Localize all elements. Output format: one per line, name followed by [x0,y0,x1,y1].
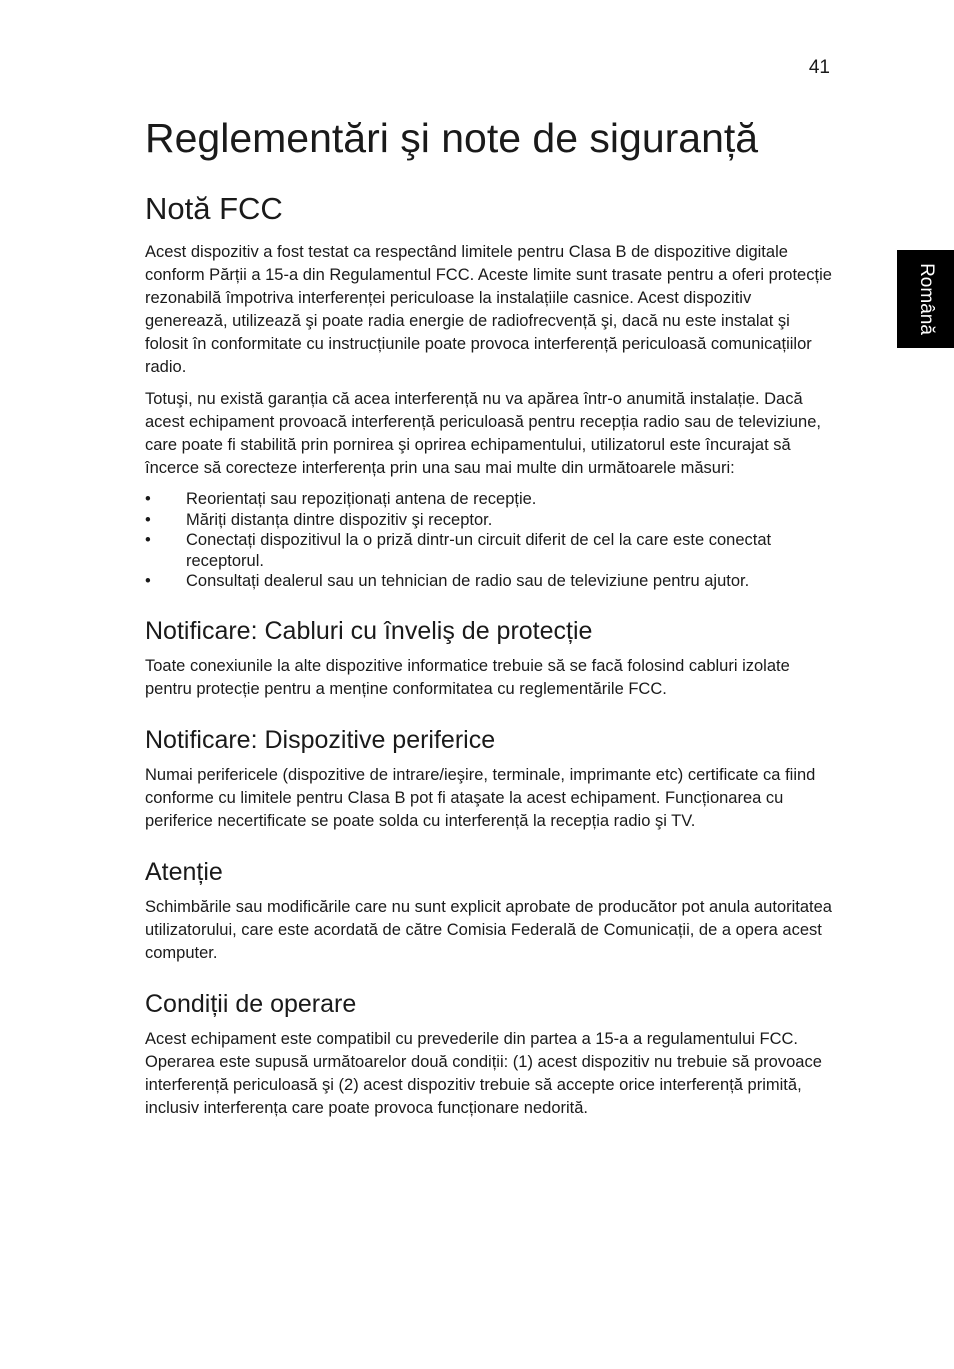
fcc-measures-list [145,489,835,592]
fcc-paragraph-1: Acest dispozitiv a fost testat ca respectând limitele pentru Clasa B de dispozitive digitale conform Părții a 15-a din Regulamentul FCC. Aceste limite sunt trasate pentru a oferi protecție rezonabilă împotriva interferenței periculoase la instalațiile casnice. Acest dispozitiv generează, utilizează şi poate radia energie de radiofrecvență şi, dacă nu este instalat şi folosit în conformitate cu instrucțiunile poate provoca interferență periculoasă comunicațiilor radio. [145,243,832,376]
caution-section [145,856,835,965]
list-item [145,530,835,571]
page-number: 41 [808,57,830,78]
caution-paragraph: Schimbările sau modificările care nu sunt explicit aprobate de producător pot anula autoritatea utilizatorului, care este acordată de către Comisia Federală de Comunicații, de a opera acest computer. [145,897,832,962]
peripherals-paragraph: Numai perifericele (dispozitive de intrare/ieşire, terminale, imprimante etc) certificate ca fiind conforme cu limitele pentru Clasa B pot fi ataşate la acest echipament. Funcționarea cu periferice necertificate se poate solda cu interferență la recepția radio şi TV. [145,765,816,830]
cables-section [145,615,835,701]
operating-conditions-heading: Condiții de operare [145,989,357,1018]
cables-paragraph: Toate conexiunile la alte dispozitive informatice trebuie să se facă folosind cabluri izolate pentru protecție pentru a menține conformitatea cu reglementările FCC. [145,656,790,698]
page-content [145,112,835,1129]
list-item-text: Reorientați sau repoziționați antena de recepție. [186,490,537,508]
list-item-text: Conectați dispozitivul la o priză dintr-un circuit diferit de cel la care este conectat receptorul. [186,531,772,570]
operating-conditions-section [145,988,835,1120]
page-title: Reglementări şi note de siguranță [145,115,759,161]
bullet-glyph: • [145,510,151,529]
list-item [145,489,835,510]
language-side-tab-label: Română [915,263,937,335]
operating-conditions-paragraph: Acest echipament este compatibil cu prevederile din partea a 15-a a regulamentului FCC. Operarea este supusă următoarelor două condiții: (1) acest dispozitiv nu trebuie să provoace interferență periculoasă şi (2) acest dispozitiv trebuie să accepte orice interferență primită, inclusiv interferența care poate provoca funcționare nedorită. [145,1029,822,1117]
fcc-paragraph-2: Totuşi, nu există garanția că acea interferență nu va apărea într-o anumită instalație. Dacă acest echipament provoacă interferență periculoasă pentru recepția radio sau de televiziune, care poate fi stabilită prin pornirea şi oprirea echipamentului, utilizatorul este încurajat să încerce să corecteze interferența prin una sau mai multe din următoarele măsuri: [145,390,821,477]
fcc-heading: Notă FCC [145,191,283,226]
caution-heading: Atenție [145,857,223,886]
bullet-glyph: • [145,490,151,508]
list-item-text: Măriți distanța dintre dispozitiv şi receptor. [186,510,493,529]
language-side-tab [897,250,954,348]
peripherals-section [145,724,835,833]
list-item [145,571,835,592]
bullet-glyph: • [145,572,151,590]
peripherals-heading: Notificare: Dispozitive periferice [145,725,496,754]
bullet-glyph: • [145,531,151,549]
list-item-text: Consultați dealerul sau un tehnician de radio sau de televiziune pentru ajutor. [186,572,750,590]
fcc-section [145,190,835,592]
list-item [145,510,835,531]
cables-heading: Notificare: Cabluri cu înveliş de protecție [145,616,593,645]
